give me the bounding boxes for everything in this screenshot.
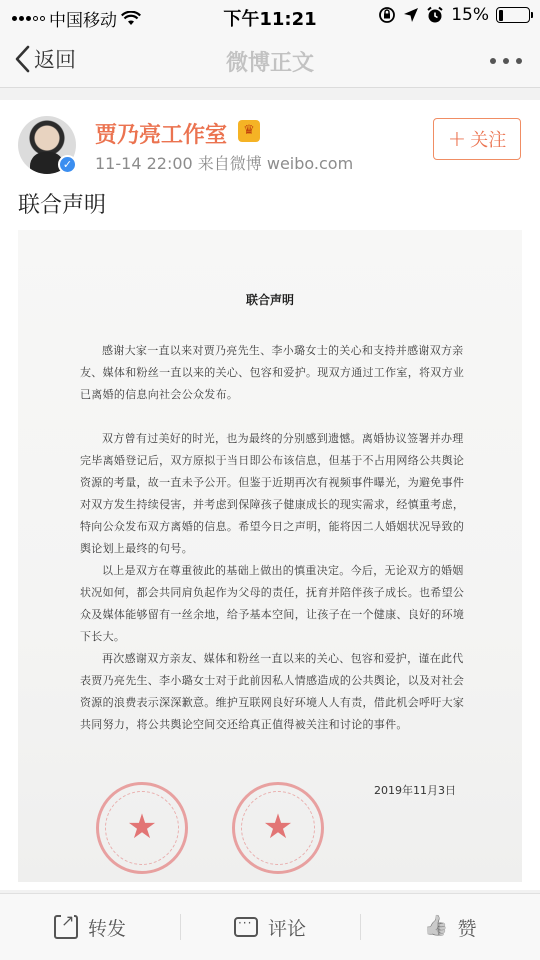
comment-button[interactable] <box>180 894 360 960</box>
location-icon <box>403 7 419 23</box>
comment-icon <box>234 917 258 937</box>
verified-badge-icon: ✓ <box>58 155 77 174</box>
status-bar <box>0 0 540 34</box>
like-label: 赞 <box>457 917 477 940</box>
statement-paragraph: 感谢大家一直以来对贾乃亮先生、李小璐女士的关心和支持并感谢双方亲友、媒体和粉丝一直以来的关心、包容和爱护。现双方通过工作室，将双方业已离婚的信息向社会公众发布。 <box>80 344 465 401</box>
status-time: 下午11:21 <box>223 9 317 30</box>
post-meta: 11-14 22:00 来自微博 weibo.com <box>95 154 354 173</box>
follow-button[interactable] <box>433 118 521 160</box>
repost-button[interactable] <box>0 894 180 960</box>
follow-label: 关注 <box>470 130 507 151</box>
back-label: 返回 <box>34 48 76 72</box>
page-title: 微博正文 <box>225 51 314 76</box>
alarm-icon <box>426 6 444 24</box>
battery-percent: 15% <box>451 5 489 25</box>
battery-fill <box>499 10 503 21</box>
statement-title: 联合声明 <box>245 293 294 307</box>
statement-date: 2019年11月3日 <box>374 784 456 797</box>
comment-label: 评论 <box>267 917 306 940</box>
statement-paragraph: 双方曾有过美好的时光，也为最终的分别感到遗憾。离婚协议签署并办理完毕离婚登记后，双方原拟于当日即公布该信息，但基于不占用网络公共舆论资源的考量，故一直未予公开。但鉴于近期再次有视频事件曝光，为避免事件对双方发生持续侵害，并考虑到保障孩子健康成长的现实需求，经慎重考虑，特向公众发布双方离婚的信息。希望今日之声明，能将因二人婚姻状况导致的舆论划上最终的句号。 <box>80 432 465 555</box>
post-card <box>0 100 540 890</box>
post-text: 联合声明 <box>18 193 107 218</box>
repost-label: 转发 <box>87 917 126 940</box>
thumbs-up-icon <box>423 915 447 939</box>
statement-paragraph: 以上是双方在尊重彼此的基础上做出的慎重决定。今后，无论双方的婚姻状况如何，都会共同肩负起作为父母的责任，抚育并陪伴孩子成长。也希望公众及媒体能够留有一丝余地，给予基本空间，让孩子在一个健康、良好的环境下长大。 <box>80 564 465 643</box>
carrier-name: 中国移动 <box>49 11 117 31</box>
crown-icon: ♛ <box>238 120 260 142</box>
user-name[interactable]: 贾乃亮工作室 <box>95 123 228 148</box>
plus-icon: + <box>447 126 467 152</box>
battery-icon <box>496 7 530 23</box>
orientation-lock-icon <box>378 6 396 24</box>
like-button[interactable] <box>360 894 540 960</box>
nav-bar <box>0 34 540 88</box>
seal-stamp-left: ★ <box>96 782 188 874</box>
statement-image[interactable] <box>18 230 522 882</box>
more-dots-icon[interactable] <box>490 58 522 64</box>
repost-icon <box>54 915 78 939</box>
seal-stamp-right: ★ <box>232 782 324 874</box>
status-right <box>378 5 530 25</box>
bottom-action-bar <box>0 893 540 960</box>
statement-paragraph: 再次感谢双方亲友、媒体和粉丝一直以来的关心、包容和爱护，谨在此代表贾乃亮先生、李小璐女士对于此前因私人情感造成的公共舆论，以及对社会资源的浪费表示深深歉意。维护互联网良好环境人人有责，借此机会呼吁大家共同努力，将公共舆论空间交还给真正值得被关注和讨论的事件。 <box>80 652 465 731</box>
